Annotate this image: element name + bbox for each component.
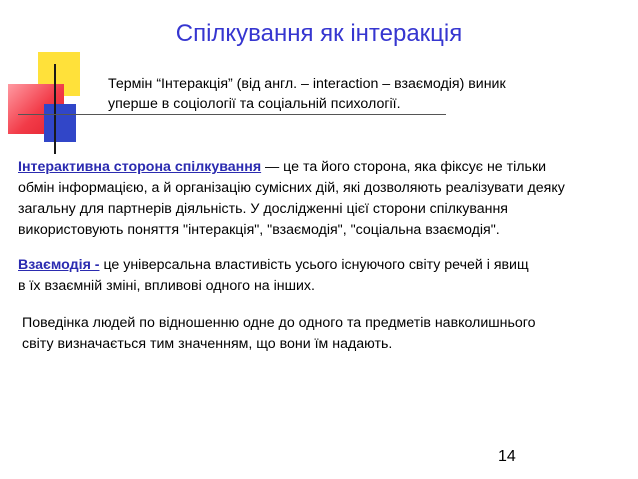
intro-text [108, 74, 578, 114]
horizontal-divider [18, 114, 446, 115]
paragraph-line: світу визначається тим значенням, що вони їм надають. [22, 336, 393, 352]
paragraph-line: в їх взаємній зміні, впливові одного на інших. [18, 278, 315, 294]
term-interactive-side: Інтерактивна сторона спілкування [18, 159, 262, 175]
intro-line-1: Термін “Інтеракція” (від англ. – interaction – взаємодія) виник [108, 76, 506, 92]
page-number: 14 [498, 448, 516, 465]
blue-square-decoration [44, 104, 76, 142]
term-interaction: Взаємодія - [18, 257, 100, 273]
behavior-paragraph [22, 313, 622, 355]
paragraph-line [18, 255, 634, 276]
paragraph-text: — це та його сторона, яка фіксує не тільки [261, 159, 547, 175]
interactive-side-paragraph [18, 157, 634, 241]
interaction-definition-paragraph [18, 255, 634, 297]
paragraph-text: це універсальна властивість усього існуючого світу речей і явищ [99, 257, 529, 273]
intro-line-2: уперше в соціології та соціальній психології. [108, 96, 401, 112]
paragraph-line: обмін інформацією, а й організацію сумісних дій, які дозволяють реалізувати деяку [18, 180, 565, 196]
paragraph-line: загальну для партнерів діяльність. У дослідженні цієї сторони спілкування [18, 201, 508, 217]
slide-title: Спілкування як інтеракція [175, 20, 463, 47]
paragraph-line: Поведінка людей по відношенню одне до одного та предметів навколишнього [22, 315, 536, 331]
paragraph-line: використовують поняття "інтеракція", "взаємодія", "соціальна взаємодія". [18, 222, 500, 238]
paragraph-line [18, 157, 634, 178]
vertical-divider [54, 64, 56, 154]
